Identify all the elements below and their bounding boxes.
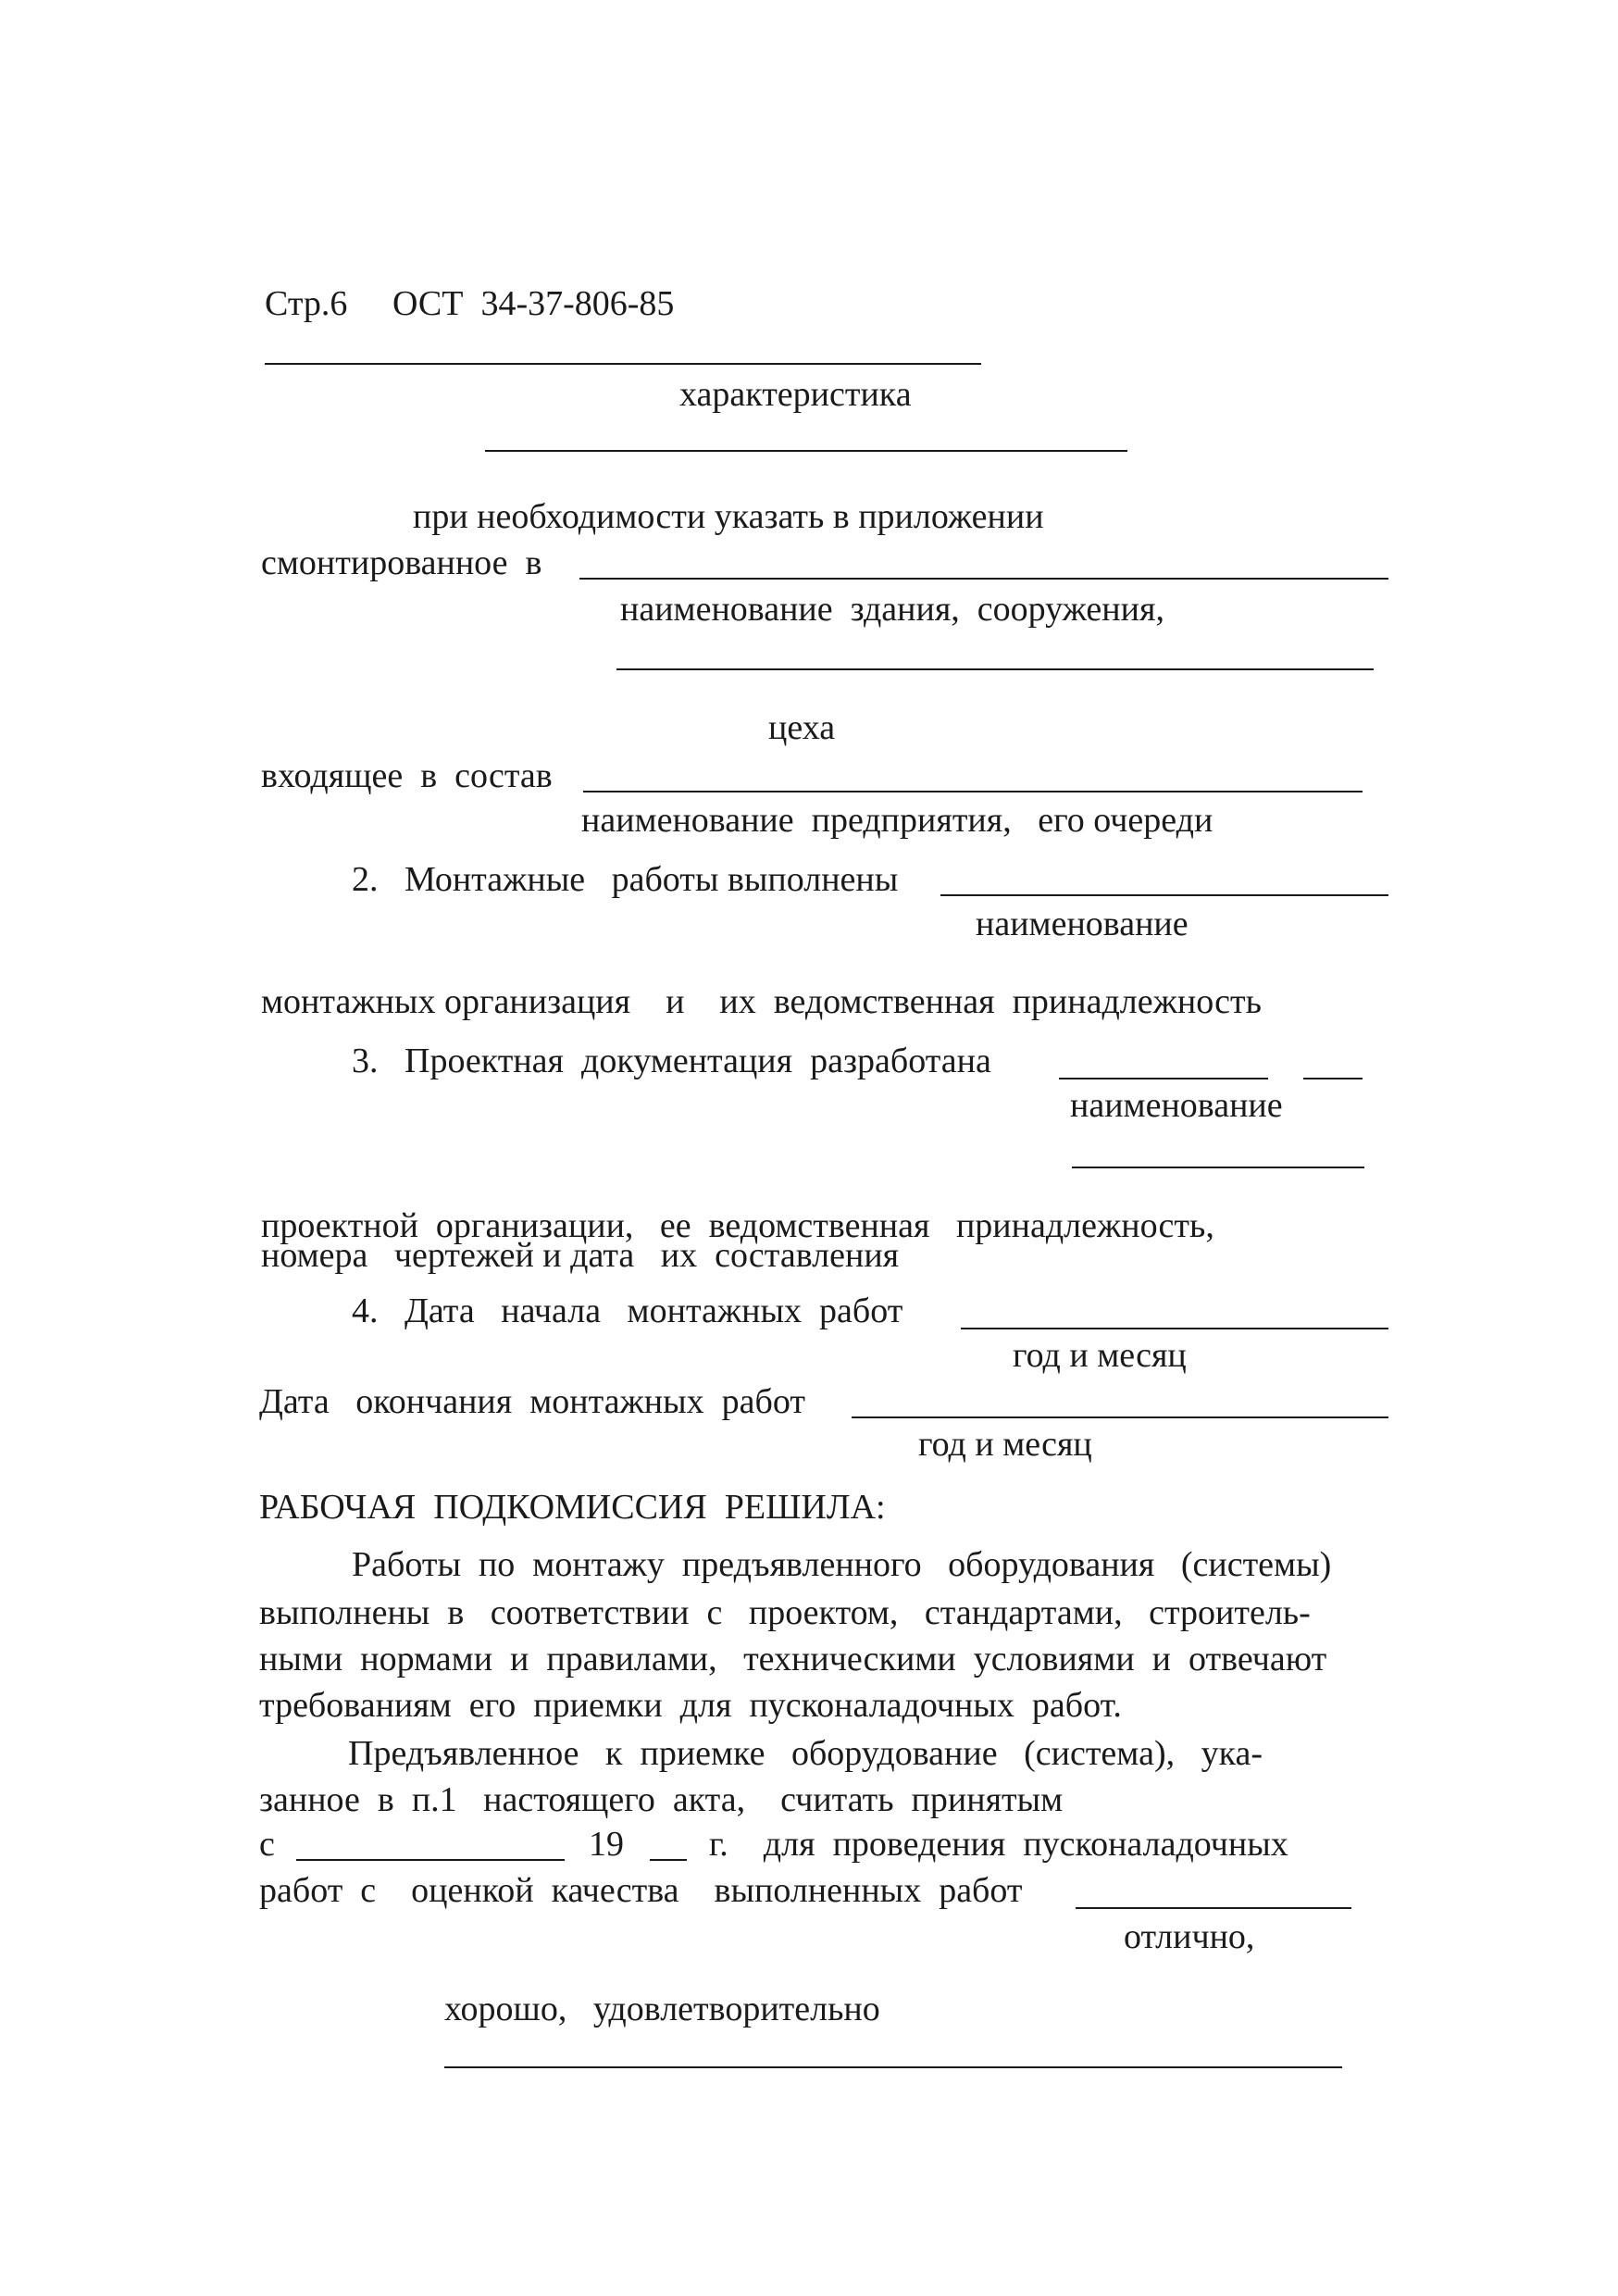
year-line[interactable]	[650, 1859, 687, 1861]
decision-p2-line1: Предъявленное к приемке оборудование (система), ука-	[348, 1734, 1263, 1773]
drawings-text: номера чертежей и дата их составления	[261, 1236, 900, 1275]
label-mounted-in: смонтированное в	[261, 543, 542, 582]
caption-specify-appendix: при необходимости указать в приложении	[413, 497, 1044, 536]
header-rule	[265, 363, 981, 365]
caption-building-name: наименование здания, сооружения,	[620, 590, 1164, 629]
part-of-line[interactable]	[583, 791, 1363, 792]
caption-year-month-2: год и месяц	[918, 1425, 1092, 1464]
caption-good-satisfactory: хорошо, удовлетворительно	[444, 1990, 880, 2028]
standard-number: ОСТ 34-37-806-85	[392, 284, 675, 323]
item3-text: 3. Проектная документация разработана	[352, 1042, 991, 1080]
from-prefix: с	[259, 1825, 275, 1864]
caption-characteristic: характеристика	[679, 375, 912, 414]
year-prefix: 19	[589, 1825, 624, 1864]
characteristic-line[interactable]	[485, 450, 1127, 452]
decision-p1-line1: Работы по монтажу предъявленного оборудования (системы)	[352, 1545, 1332, 1584]
item3-line-a[interactable]	[1059, 1078, 1268, 1079]
mounting-orgs-text: монтажных организация и их ведомственная принадлежность	[261, 982, 1262, 1021]
decision-heading: РАБОЧАЯ ПОДКОМИССИЯ РЕШИЛА:	[259, 1488, 886, 1527]
decision-p2-line2: занное в п.1 настоящего акта, считать принятым	[259, 1780, 1064, 1819]
building-line[interactable]	[616, 668, 1374, 670]
item3-line-c[interactable]	[1072, 1167, 1364, 1168]
item4-text: 4. Дата начала монтажных работ	[352, 1292, 903, 1330]
from-date-line[interactable]	[296, 1859, 565, 1861]
quality-line-text: работ с оценкой качества выполненных работ	[259, 1871, 1023, 1910]
from-suffix: г. для проведения пусконаладочных	[709, 1825, 1288, 1864]
caption-year-month-1: год и месяц	[1013, 1336, 1187, 1375]
decision-p1-line2: выполнены в соответствии с проектом, стандартами, строитель-	[259, 1593, 1311, 1632]
item3-line-b[interactable]	[1303, 1078, 1363, 1079]
quality-line[interactable]	[1076, 1907, 1351, 1909]
start-date-line[interactable]	[961, 1328, 1388, 1329]
end-date-text: Дата окончания монтажных работ	[259, 1382, 805, 1421]
label-part-of: входящее в состав	[261, 756, 553, 795]
item2-text: 2. Монтажные работы выполнены	[352, 860, 899, 899]
page-number: Стр.6	[265, 284, 348, 323]
caption-excellent: отлично,	[1124, 1917, 1255, 1956]
caption-name-1: наименование	[976, 905, 1189, 943]
design-org-text: проектной организации, ее ведомственная принадлежность,	[261, 1206, 1214, 1245]
caption-enterprise-name: наименование предприятия, его очереди	[581, 801, 1214, 840]
end-date-line[interactable]	[852, 1416, 1388, 1418]
caption-shop: цеха	[768, 708, 836, 747]
decision-p1-line3: ными нормами и правилами, техническими условиями и отвечают	[259, 1640, 1327, 1678]
caption-name-2: наименование	[1070, 1086, 1283, 1125]
mounted-in-line[interactable]	[579, 578, 1388, 580]
item2-line[interactable]	[940, 894, 1388, 896]
quality-line-2[interactable]	[444, 2066, 1342, 2068]
decision-p1-line4: требованиям его приемки для пусконаладочных работ.	[259, 1686, 1122, 1725]
